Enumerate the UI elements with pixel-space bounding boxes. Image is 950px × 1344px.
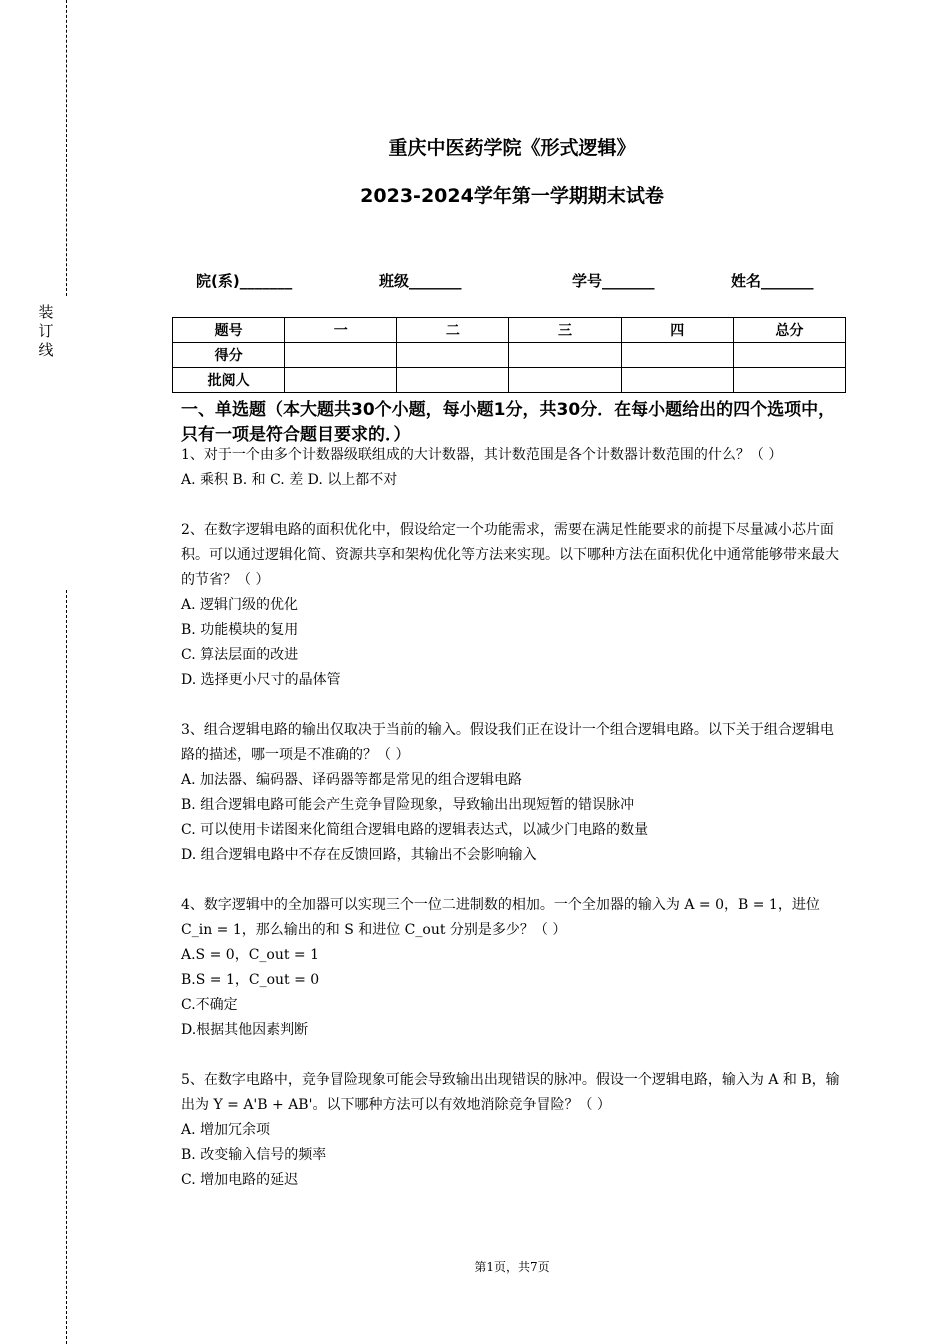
binding-line-bottom — [66, 590, 67, 1344]
option: A.S = 0，C_out = 1 — [181, 947, 320, 963]
department-field: 院(系)_______ — [196, 272, 293, 290]
question-5 — [181, 1068, 846, 1193]
score-row — [173, 343, 846, 368]
binding-char: 线 — [38, 341, 54, 359]
binding-char: 装 — [38, 303, 54, 321]
option: C.不确定 — [181, 997, 238, 1013]
score-cell[interactable] — [285, 343, 397, 368]
option: B.S = 1，C_out = 0 — [181, 972, 320, 988]
reviewer-cell[interactable] — [397, 368, 509, 393]
option: B. 功能模块的复用 — [181, 622, 299, 638]
row-label: 批阅人 — [173, 368, 285, 393]
section-heading: 一、单选题（本大题共30个小题，每小题1分，共30分．在每小题给出的四个选项中，只有一项是符合题目要求的．） — [181, 400, 836, 445]
header-cell: 一 — [285, 318, 397, 343]
option: C. 可以使用卡诺图来化简组合逻辑电路的逻辑表达式，以减少门电路的数量 — [181, 822, 649, 838]
score-cell[interactable] — [733, 343, 845, 368]
option: A. 逻辑门级的优化 — [181, 597, 299, 613]
question-list — [181, 443, 846, 1218]
binding-label — [36, 303, 56, 360]
question-stem: 1、对于一个由多个计数器级联组成的大计数器，其计数范围是各个计数器计数范围的什么？（ ） — [181, 447, 783, 463]
question-3 — [181, 718, 846, 868]
class-field: 班级_______ — [379, 272, 462, 290]
option: A. 增加冗余项 — [181, 1122, 271, 1138]
header-cell: 总分 — [733, 318, 845, 343]
student-id-field: 学号_______ — [572, 272, 655, 290]
question-stem: 3、组合逻辑电路的输出仅取决于当前的输入。假设我们正在设计一个组合逻辑电路。以下关于组合逻辑电路的描述，哪一项是不准确的？（ ） — [181, 722, 834, 763]
option: D. 组合逻辑电路中不存在反馈回路，其输出不会影响输入 — [181, 847, 537, 863]
exam-subtitle: 2023-2024学年第一学期期末试卷 — [360, 185, 664, 207]
header-cell: 四 — [621, 318, 733, 343]
score-table-header — [173, 318, 846, 343]
reviewer-row — [173, 368, 846, 393]
score-cell[interactable] — [509, 343, 621, 368]
question-4 — [181, 893, 846, 1043]
reviewer-cell[interactable] — [621, 368, 733, 393]
page-footer: 第1页，共7页 — [474, 1260, 550, 1274]
question-stem: 4、数字逻辑中的全加器可以实现三个一位二进制数的相加。一个全加器的输入为 A = 0，B = 1，进位 C_in = 1，那么输出的和 S 和进位 C_out 分别是多少？（ ） — [181, 897, 820, 938]
reviewer-cell[interactable] — [509, 368, 621, 393]
option: C. 增加电路的延迟 — [181, 1172, 299, 1188]
header-cell: 题号 — [173, 318, 285, 343]
option: B. 组合逻辑电路可能会产生竞争冒险现象，导致输出出现短暂的错误脉冲 — [181, 797, 635, 813]
reviewer-cell[interactable] — [733, 368, 845, 393]
option: A. 乘积 B. 和 C. 差 D. 以上都不对 — [181, 472, 398, 488]
name-field: 姓名_______ — [731, 272, 814, 290]
header-cell: 二 — [397, 318, 509, 343]
option: A. 加法器、编码器、译码器等都是常见的组合逻辑电路 — [181, 772, 523, 788]
binding-char: 订 — [38, 322, 54, 340]
question-2 — [181, 518, 846, 693]
score-cell[interactable] — [397, 343, 509, 368]
score-table — [172, 317, 846, 393]
question-stem: 5、在数字电路中，竞争冒险现象可能会导致输出出现错误的脉冲。假设一个逻辑电路，输入为 A 和 B，输出为 Y = A'B + AB'。以下哪种方法可以有效地消除竞争冒险？（ ） — [181, 1072, 840, 1113]
score-cell[interactable] — [621, 343, 733, 368]
reviewer-cell[interactable] — [285, 368, 397, 393]
exam-title: 重庆中医药学院《形式逻辑》 — [388, 137, 636, 159]
question-stem: 2、在数字逻辑电路的面积优化中，假设给定一个功能需求，需要在满足性能要求的前提下尽量减小芯片面积。可以通过逻辑化简、资源共享和架构优化等方法来实现。以下哪种方法在面积优化中通常能够带来最大的节省？（ ） — [181, 522, 839, 588]
option: C. 算法层面的改进 — [181, 647, 299, 663]
header-cell: 三 — [509, 318, 621, 343]
option: D. 选择更小尺寸的晶体管 — [181, 672, 341, 688]
question-1 — [181, 443, 846, 493]
row-label: 得分 — [173, 343, 285, 368]
option: B. 改变输入信号的频率 — [181, 1147, 327, 1163]
option: D.根据其他因素判断 — [181, 1022, 309, 1038]
